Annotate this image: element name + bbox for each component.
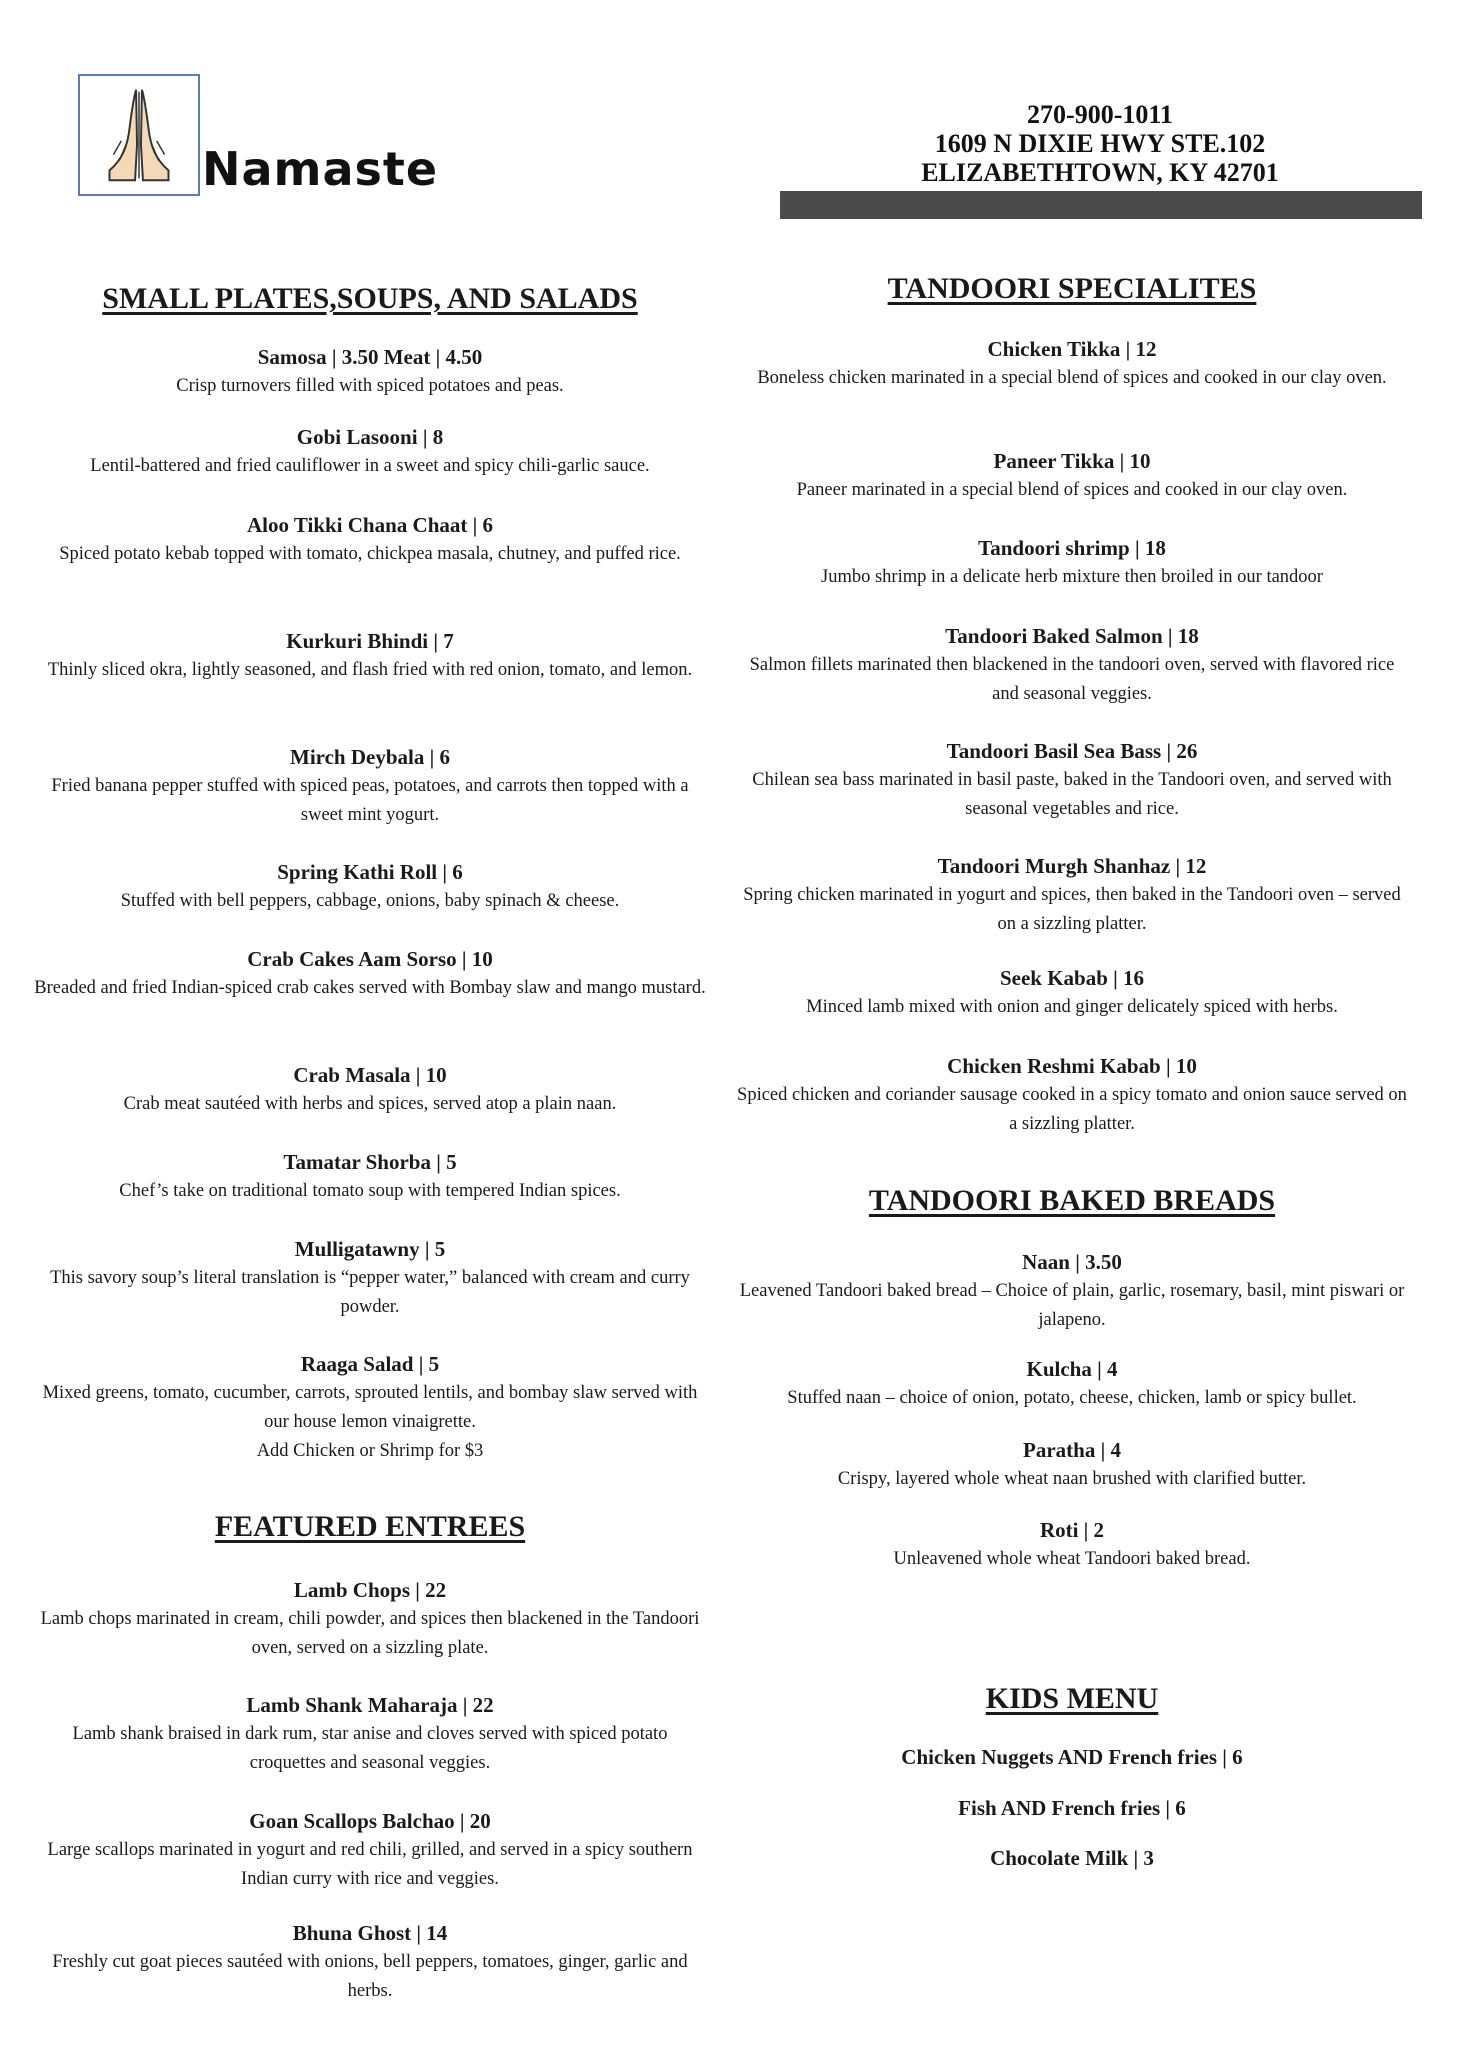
menu-item xyxy=(30,511,710,569)
menu-item xyxy=(30,423,710,481)
item-description: Lamb shank braised in dark rum, star anise and cloves served with spiced potato croquettes and seasonal veggies. xyxy=(72,1724,668,1773)
item-description: Chef’s take on traditional tomato soup with tempered Indian spices. xyxy=(119,1181,621,1201)
menu-item xyxy=(30,1576,710,1663)
item-description: Stuffed with bell peppers, cabbage, onions, baby spinach & cheese. xyxy=(120,891,620,911)
item-name: Spring Kathi Roll | 6 xyxy=(277,860,463,884)
item-description: Breaded and fried Indian-spiced crab cakes served with Bombay slaw and mango mustard. xyxy=(34,978,706,998)
item-description: Lentil-battered and fried cauliflower in a sweet and spicy chili-garlic sauce. xyxy=(90,456,650,476)
menu-item xyxy=(732,964,1412,1022)
item-name: Tandoori Basil Sea Bass | 26 xyxy=(946,739,1198,763)
section-title-small-plates: SMALL PLATES,SOUPS, AND SALADS xyxy=(102,282,638,315)
section-title-tandoori-specialties: TANDOORI SPECIALITES xyxy=(887,272,1257,305)
menu-item xyxy=(732,1355,1412,1413)
item-description: Fried banana pepper stuffed with spiced peas, potatoes, and carrots then topped with a sweet mint yogurt. xyxy=(51,776,689,825)
logo xyxy=(78,74,200,196)
item-description: Paneer marinated in a special blend of spices and cooked in our clay oven. xyxy=(796,480,1348,500)
item-description: Stuffed naan – choice of onion, potato, cheese, chicken, lamb or spicy bullet. xyxy=(787,1388,1357,1408)
menu-item xyxy=(30,1350,710,1466)
section-title-breads: TANDOORI BAKED BREADS xyxy=(868,1184,1276,1217)
menu-item xyxy=(732,1794,1412,1823)
item-name: Tamatar Shorba | 5 xyxy=(283,1150,457,1174)
menu-item xyxy=(30,1235,710,1322)
item-name: Aloo Tikki Chana Chaat | 6 xyxy=(246,513,493,537)
item-description: Chilean sea bass marinated in basil paste, baked in the Tandoori oven, and served with seasonal vegetables and rice. xyxy=(752,770,1392,819)
item-name: Chocolate Milk | 3 xyxy=(990,1846,1154,1870)
item-description: Spiced potato kebab topped with tomato, chickpea masala, chutney, and puffed rice. xyxy=(59,544,681,564)
section-title-featured-entrees: FEATURED ENTREES xyxy=(214,1510,526,1543)
item-name: Goan Scallops Balchao | 20 xyxy=(249,1809,491,1833)
item-name: Kurkuri Bhindi | 7 xyxy=(286,629,454,653)
address-line-1: 1609 N DIXIE HWY STE.102 xyxy=(934,129,1266,158)
menu-item xyxy=(30,858,710,916)
menu-item xyxy=(30,627,710,685)
menu-item xyxy=(732,1248,1412,1335)
item-note: Add Chicken or Shrimp for $3 xyxy=(256,1441,484,1461)
section-title-kids-menu: KIDS MENU xyxy=(985,1682,1159,1715)
header-bar xyxy=(780,191,1422,219)
logo-text: Namaste xyxy=(202,142,439,196)
menu-item xyxy=(30,343,710,401)
item-name: Fish AND French fries | 6 xyxy=(958,1796,1186,1820)
item-name: Tandoori shrimp | 18 xyxy=(978,536,1166,560)
contact-info xyxy=(780,100,1420,187)
item-description: Crisp turnovers filled with spiced potatoes and peas. xyxy=(176,376,564,396)
menu-item xyxy=(732,335,1412,393)
menu-item xyxy=(732,737,1412,824)
item-name: Paneer Tikka | 10 xyxy=(993,449,1151,473)
item-description: Leavened Tandoori baked bread – Choice of plain, garlic, rosemary, basil, mint piswari or jalapeno. xyxy=(739,1281,1405,1330)
item-name: Mirch Deybala | 6 xyxy=(290,745,450,769)
item-name: Lamb Chops | 22 xyxy=(293,1578,447,1602)
item-description: This savory soup’s literal translation is “pepper water,” balanced with cream and curry powder. xyxy=(50,1268,690,1317)
praying-hands-icon xyxy=(80,76,198,194)
item-name: Chicken Tikka | 12 xyxy=(987,337,1157,361)
item-description: Spiced chicken and coriander sausage cooked in a spicy tomato and onion sauce served on a sizzling platter. xyxy=(737,1085,1407,1134)
item-name: Crab Masala | 10 xyxy=(293,1063,447,1087)
item-name: Chicken Nuggets AND French fries | 6 xyxy=(901,1745,1243,1769)
item-name: Tandoori Murgh Shanhaz | 12 xyxy=(937,854,1207,878)
phone-number: 270-900-1011 xyxy=(1027,100,1173,129)
menu-item xyxy=(732,1516,1412,1574)
menu-item xyxy=(732,1436,1412,1494)
item-name: Bhuna Ghost | 14 xyxy=(292,1921,448,1945)
item-description: Freshly cut goat pieces sautéed with onions, bell peppers, tomatoes, ginger, garlic and herbs. xyxy=(52,1952,688,2001)
menu-item xyxy=(732,1844,1412,1873)
item-name: Paratha | 4 xyxy=(1023,1438,1121,1462)
item-name: Naan | 3.50 xyxy=(1022,1250,1122,1274)
menu-item xyxy=(732,1052,1412,1139)
menu-item xyxy=(732,622,1412,709)
menu-item xyxy=(30,1061,710,1119)
item-name: Lamb Shank Maharaja | 22 xyxy=(246,1693,494,1717)
menu-item xyxy=(30,1691,710,1778)
item-name: Gobi Lasooni | 8 xyxy=(296,425,444,449)
item-description: Salmon fillets marinated then blackened in the tandoori oven, served with flavored rice and seasonal veggies. xyxy=(749,655,1395,704)
item-name: Samosa | 3.50 Meat | 4.50 xyxy=(257,345,483,369)
item-description: Jumbo shrimp in a delicate herb mixture then broiled in our tandoor xyxy=(821,567,1323,587)
menu-item xyxy=(30,1919,710,2006)
item-name: Tandoori Baked Salmon | 18 xyxy=(945,624,1199,648)
item-description: Unleavened whole wheat Tandoori baked bread. xyxy=(893,1549,1251,1569)
item-description: Lamb chops marinated in cream, chili powder, and spices then blackened in the Tandoori oven, served on a sizzling plate. xyxy=(40,1609,700,1658)
item-name: Kulcha | 4 xyxy=(1026,1357,1118,1381)
item-description: Mixed greens, tomato, cucumber, carrots, sprouted lentils, and bombay slaw served with our house lemon vinaigrette. xyxy=(42,1383,698,1432)
menu-item xyxy=(30,743,710,830)
item-name: Seek Kabab | 16 xyxy=(999,966,1145,990)
item-name: Mulligatawny | 5 xyxy=(294,1237,446,1261)
menu-item xyxy=(732,447,1412,505)
menu-item xyxy=(30,1807,710,1894)
item-description: Large scallops marinated in yogurt and red chili, grilled, and served in a spicy southern Indian curry with rice and veggies. xyxy=(47,1840,693,1889)
menu-item xyxy=(30,1148,710,1206)
item-name: Raaga Salad | 5 xyxy=(300,1352,440,1376)
item-description: Spring chicken marinated in yogurt and spices, then baked in the Tandoori oven – served on a sizzling platter. xyxy=(743,885,1401,934)
item-description: Boneless chicken marinated in a special blend of spices and cooked in our clay oven. xyxy=(757,368,1387,388)
item-description: Crispy, layered whole wheat naan brushed with clarified butter. xyxy=(837,1469,1307,1489)
item-description: Thinly sliced okra, lightly seasoned, and flash fried with red onion, tomato, and lemon. xyxy=(47,660,693,680)
item-name: Chicken Reshmi Kabab | 10 xyxy=(947,1054,1197,1078)
item-description: Minced lamb mixed with onion and ginger delicately spiced with herbs. xyxy=(806,997,1338,1017)
item-name: Crab Cakes Aam Sorso | 10 xyxy=(247,947,493,971)
menu-item xyxy=(732,1743,1412,1772)
item-description: Crab meat sautéed with herbs and spices, served atop a plain naan. xyxy=(123,1094,617,1114)
menu-item xyxy=(30,945,710,1003)
menu-item xyxy=(732,852,1412,939)
menu-item xyxy=(732,534,1412,592)
item-name: Roti | 2 xyxy=(1039,1518,1105,1542)
address-line-2: ELIZABETHTOWN, KY 42701 xyxy=(921,158,1279,187)
